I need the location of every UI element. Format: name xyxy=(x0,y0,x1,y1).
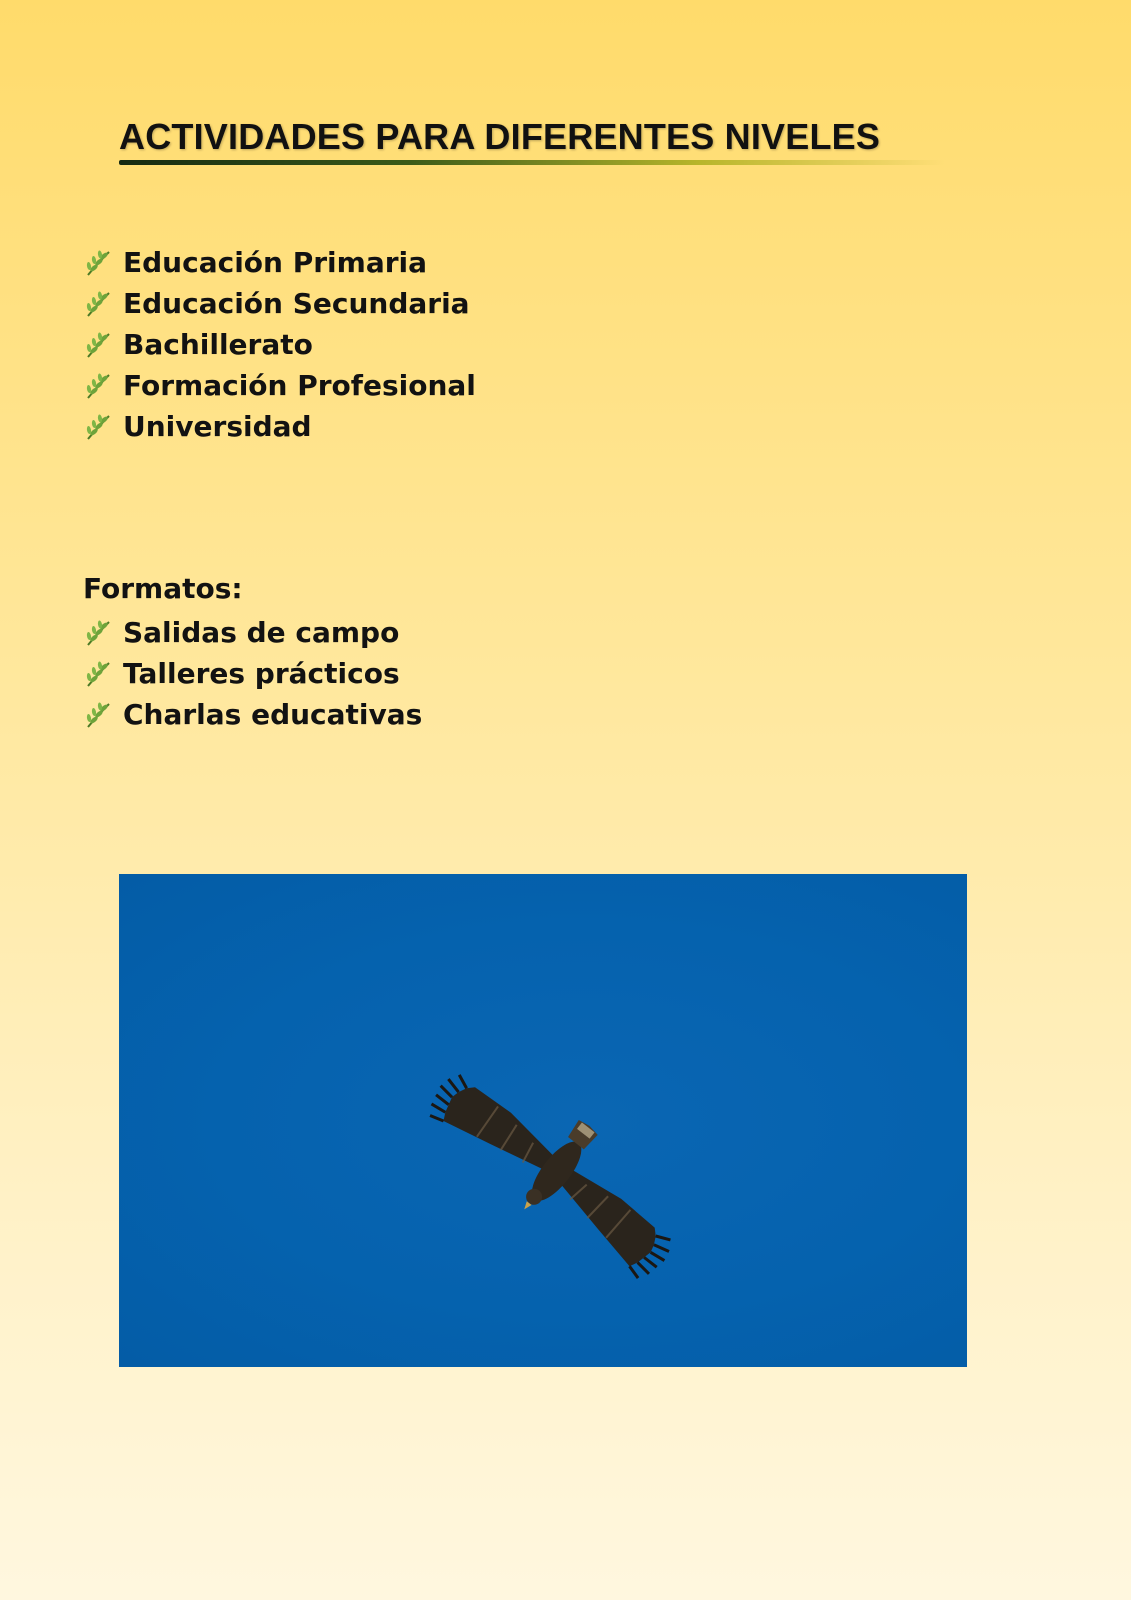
herb-icon xyxy=(83,330,113,360)
herb-icon xyxy=(83,659,113,689)
list-item xyxy=(83,694,422,735)
herb-icon xyxy=(83,248,113,278)
herb-icon xyxy=(83,618,113,648)
list-item xyxy=(83,365,476,406)
format-label: Talleres prácticos xyxy=(123,657,400,690)
title-underline xyxy=(119,160,945,165)
herb-icon xyxy=(83,412,113,442)
format-label: Charlas educativas xyxy=(123,698,423,731)
format-label: Salidas de campo xyxy=(123,616,400,649)
level-label: Universidad xyxy=(123,410,312,443)
herb-icon xyxy=(83,289,113,319)
formats-list xyxy=(83,612,422,735)
level-label: Educación Primaria xyxy=(123,246,428,279)
list-item xyxy=(83,653,422,694)
list-item xyxy=(83,242,476,283)
list-item xyxy=(83,406,476,447)
page-title: ACTIVIDADES PARA DIFERENTES NIVELES xyxy=(119,116,881,157)
eagle-icon xyxy=(119,874,967,1367)
level-label: Bachillerato xyxy=(123,328,313,361)
list-item xyxy=(83,283,476,324)
list-item xyxy=(83,324,476,365)
eagle-photo xyxy=(119,874,967,1367)
level-label: Educación Secundaria xyxy=(123,287,470,320)
list-item xyxy=(83,612,422,653)
herb-icon xyxy=(83,700,113,730)
herb-icon xyxy=(83,371,113,401)
level-label: Formación Profesional xyxy=(123,369,476,402)
formats-heading: Formatos: xyxy=(83,572,243,605)
levels-list xyxy=(83,242,476,447)
